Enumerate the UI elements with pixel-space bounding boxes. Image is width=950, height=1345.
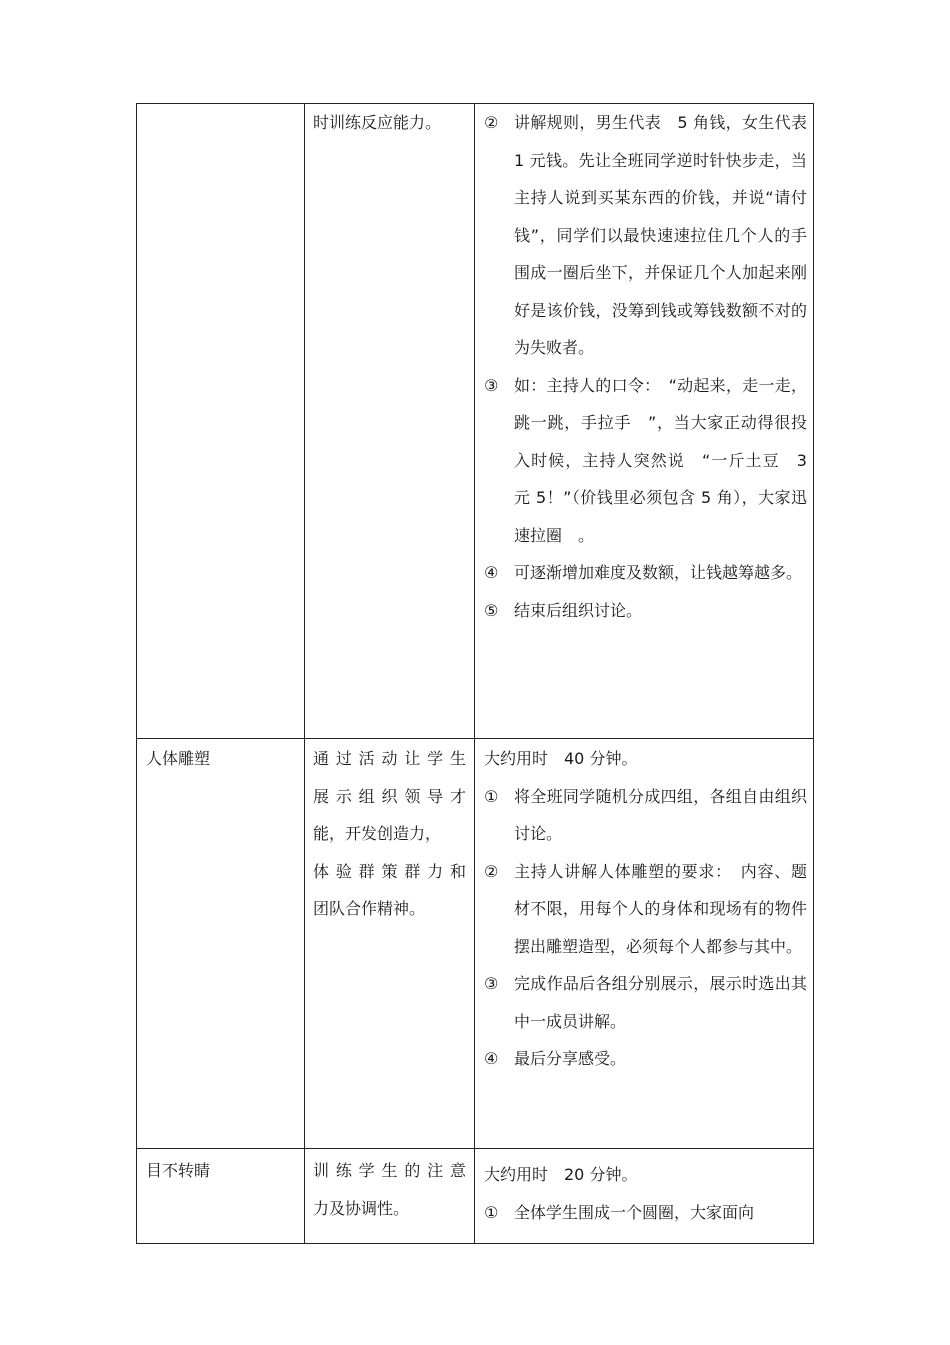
step-number: ①	[484, 1202, 499, 1222]
activity-steps-cell	[475, 1149, 814, 1244]
step-number: ④	[484, 1049, 499, 1068]
activity-goal	[313, 1149, 466, 1227]
activity-name-cell	[137, 739, 305, 1149]
table-row	[137, 104, 814, 739]
step-item	[484, 592, 807, 630]
goal-line: 训 练 学 生 的 注 意	[313, 1161, 466, 1180]
step-item	[484, 1194, 807, 1232]
activity-goal	[313, 104, 466, 142]
goal-line: 团队合作精神。	[313, 899, 426, 918]
activity-goal-cell	[305, 104, 475, 739]
step-item	[484, 367, 807, 555]
activity-steps	[484, 104, 824, 629]
goal-line: 体 验 群 策 群 力 和	[313, 861, 466, 881]
table-row	[137, 739, 814, 1149]
goal-line: 力及协调性。	[313, 1198, 410, 1218]
activity-name: 目不转睛	[146, 1161, 211, 1180]
step-text: 完成作品后各组分别展示，展示时选出其中一成员讲解。	[514, 974, 807, 1031]
goal-line: 展 示 组 织 领 导 才	[313, 786, 466, 806]
step-item	[484, 965, 807, 1040]
step-item	[484, 554, 807, 592]
step-number: ⑤	[484, 600, 499, 620]
step-text: 如：主持人的口令： “动起来，走一走，跳一跳，手拉手 ”，当大家正动得很投入时候，主持人突然说 “一斤土豆 3 元 5！”（价钱里必须包含 5 角），大家迅速拉圈 。	[514, 375, 807, 545]
step-number: ①	[484, 786, 499, 806]
goal-line: 能，开发创造力，	[313, 824, 442, 843]
step-text: 讲解规则，男生代表 5 角钱，女生代表 1 元钱。先让全班同学逆时针快步走，当主持人说到买某东西的价钱，并说“请付钱”，同学们以最快速速拉住几个人的手围成一圈后坐下，并保证几个人加起来刚好是该价钱，没筹到钱或筹钱数额不对的为失败者。	[514, 113, 824, 357]
step-item	[484, 853, 807, 966]
step-text: 可逐渐增加难度及数额，让钱越筹越多。	[514, 563, 803, 582]
activity-goal	[313, 739, 466, 928]
step-item	[484, 104, 824, 367]
step-item	[484, 1040, 807, 1078]
goal-line: 时训练反应能力。	[313, 113, 442, 132]
activity-table	[136, 103, 824, 1244]
step-number: ③	[484, 375, 499, 395]
step-text: 将全班同学随机分成四组，各组自由组织讨论。	[514, 786, 807, 843]
table-row	[137, 1149, 814, 1244]
activity-name-cell	[137, 1149, 305, 1244]
step-number: ②	[484, 113, 499, 132]
activity-steps	[484, 739, 807, 1078]
activity-goal-cell	[305, 1149, 475, 1244]
step-text: 主持人讲解人体雕塑的要求： 内容、题材不限，用每个人的身体和现场有的物件摆出雕塑造型，必须每个人都参与其中。	[514, 861, 807, 956]
step-number: ②	[484, 861, 499, 881]
step-text: 结束后组织讨论。	[514, 600, 643, 620]
duration-text: 大约用时 20 分钟。	[484, 1165, 638, 1184]
step-number: ③	[484, 974, 499, 993]
duration-text: 大约用时 40 分钟。	[484, 749, 638, 768]
activity-name: 人体雕塑	[146, 749, 211, 768]
step-item	[484, 778, 807, 853]
step-text: 最后分享感受。	[514, 1049, 627, 1068]
activity-name-cell	[137, 104, 305, 739]
activity-steps	[484, 1149, 807, 1231]
goal-line: 通 过 活 动 让 学 生	[313, 749, 466, 768]
activity-steps-cell	[475, 104, 824, 739]
step-text: 全体学生围成一个圆圈，大家面向	[514, 1202, 755, 1222]
activity-goal-cell	[305, 739, 475, 1149]
step-number: ④	[484, 563, 499, 582]
activity-steps-cell	[475, 739, 814, 1149]
